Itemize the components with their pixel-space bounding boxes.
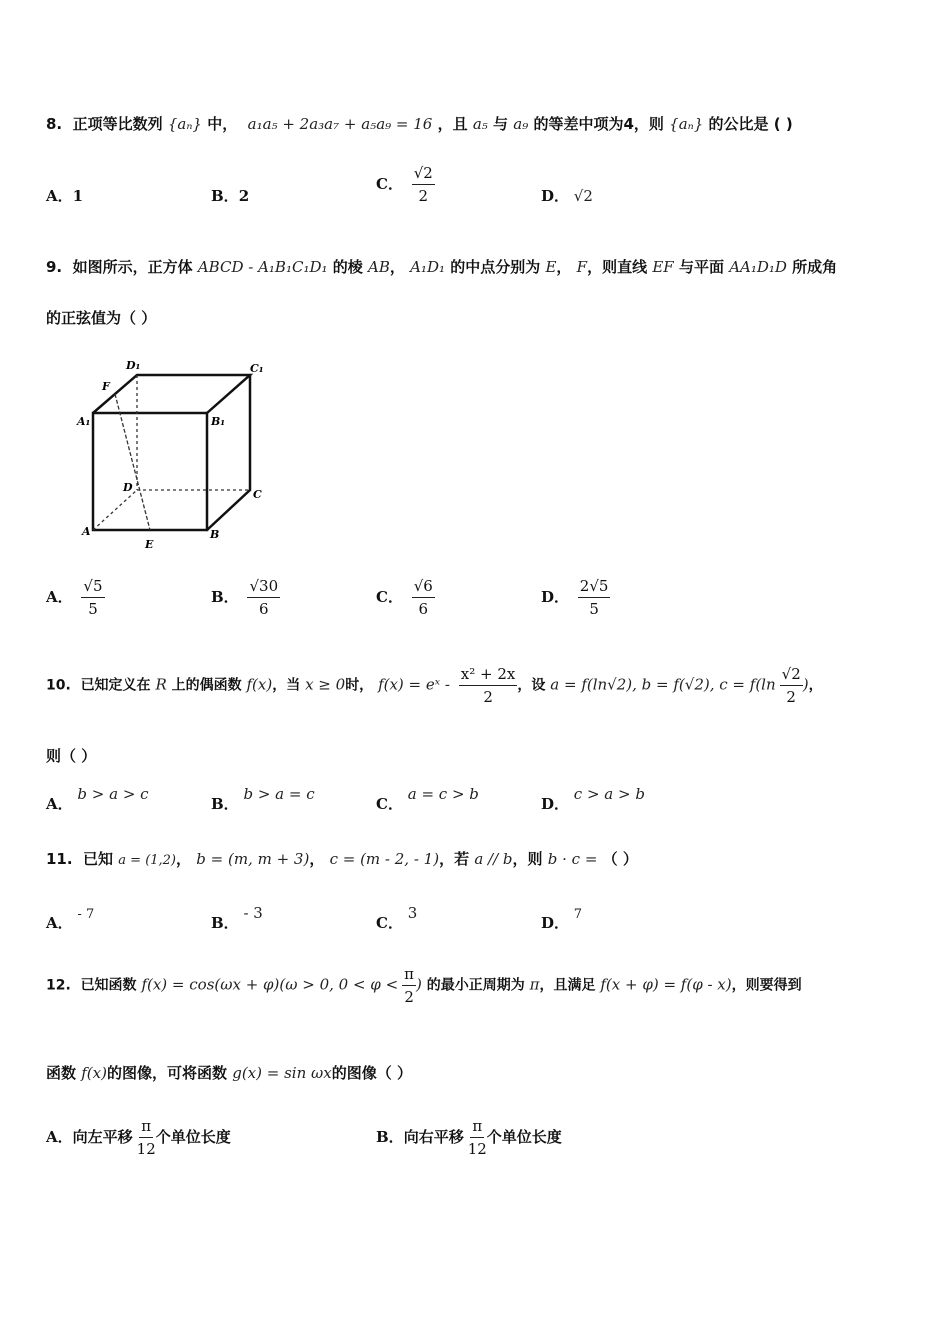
- option-c[interactable]: C． 3: [376, 904, 418, 932]
- option-a[interactable]: A．向左平移 $\frac{\pi}{12}$ 个单位长度: [46, 1117, 231, 1158]
- option-c[interactable]: C． $\frac{√6}{6}$: [376, 577, 433, 618]
- label-e: E: [145, 538, 154, 551]
- question-12: 12. 已知函数 f(x) = cos(ωx + φ)(ω > 0, 0 < φ < $\frac{\pi}{2}$ ) 的最小正周期为 π，且满足 f(x + φ) = f(φ - x)，则要得到: [46, 965, 802, 1006]
- question-number: 11.: [46, 850, 73, 868]
- label-d: D: [123, 481, 133, 494]
- label-b1: B₁: [211, 415, 226, 428]
- question-10: 10. 已知定义在 R 上的偶函数 f(x)，当 x ≥ 0时， f(x) = eˣ - $\frac{\text{x² + 2x}}{2}$ ，设 a = f(ln√2), b = f(√2), c = f(ln $\frac{√2}{2}$ )，: [46, 665, 823, 706]
- question-number: 12.: [46, 977, 71, 994]
- label-a1: A₁: [77, 415, 91, 428]
- question-9-line2: 的正弦值为（ ）: [46, 309, 157, 327]
- cube-right-edges: [207, 375, 250, 530]
- label-c: C: [253, 488, 262, 501]
- option-d[interactable]: D． √2: [541, 187, 593, 205]
- label-a: A: [82, 525, 91, 538]
- fraction: $\frac{√2}{2}$: [413, 164, 433, 205]
- line-ef: [115, 394, 150, 530]
- option-d[interactable]: D． 7: [541, 907, 583, 932]
- option-d[interactable]: D． c > a > b: [541, 785, 645, 813]
- option-d[interactable]: D． $\frac{2√5}{5}$: [541, 577, 609, 618]
- question-number: 10.: [46, 677, 71, 694]
- cube-top-edges: [93, 375, 250, 413]
- label-b: B: [210, 528, 220, 541]
- label-d1: D₁: [126, 359, 141, 372]
- option-b[interactable]: B． b > a = c: [211, 785, 315, 813]
- question-10-line2: 则（ ）: [46, 747, 97, 765]
- question-8: 8. 正项等比数列 {aₙ} 中， a₁a₅ + 2a₃a₇ + a₅a₉ = 16 ，且 a₅ 与 a₉ 的等差中项为4，则 {aₙ} 的公比是 ( ): [46, 115, 793, 133]
- option-c[interactable]: C． a = c > b: [376, 785, 479, 813]
- label-c1: C₁: [250, 362, 264, 375]
- option-b[interactable]: B．2: [211, 187, 250, 205]
- label-f: F: [102, 380, 110, 393]
- option-c[interactable]: C． $\frac{√2}{2}$: [376, 164, 433, 205]
- option-a[interactable]: A． $\frac{√5}{5}$: [46, 577, 103, 618]
- cube-front-face: [93, 413, 207, 530]
- option-b[interactable]: B．向右平移 $\frac{\pi}{12}$ 个单位长度: [376, 1117, 562, 1158]
- math-sequence: {aₙ}: [167, 115, 202, 133]
- option-a[interactable]: A． b > a > c: [46, 785, 149, 813]
- math-equation: a₁a₅ + 2a₃a₇ + a₅a₉ = 16: [247, 115, 433, 133]
- question-12-line2: 函数 f(x)的图像，可将函数 g(x) = sin ωx的图像（ ）: [46, 1064, 412, 1082]
- option-b[interactable]: B． - 3: [211, 904, 263, 932]
- question-9: 9. 如图所示，正方体 ABCD - A₁B₁C₁D₁ 的棱 AB， A₁D₁ 的中点分别为 E， F，则直线 EF 与平面 AA₁D₁D 所成角: [46, 258, 838, 276]
- option-a[interactable]: A． - 7: [46, 907, 95, 932]
- hidden-edge-ad: [93, 490, 137, 530]
- question-number: 8.: [46, 115, 63, 133]
- option-a[interactable]: A．1: [46, 187, 84, 205]
- question-11: 11. 已知 a = (1,2)， b = (m, m + 3)， c = (m - 2, - 1)，若 a // b，则 b · c = （ ）: [46, 850, 638, 868]
- cube-figure: [60, 352, 290, 557]
- option-b[interactable]: B． $\frac{√30}{6}$: [211, 577, 279, 618]
- question-number: 9.: [46, 258, 63, 276]
